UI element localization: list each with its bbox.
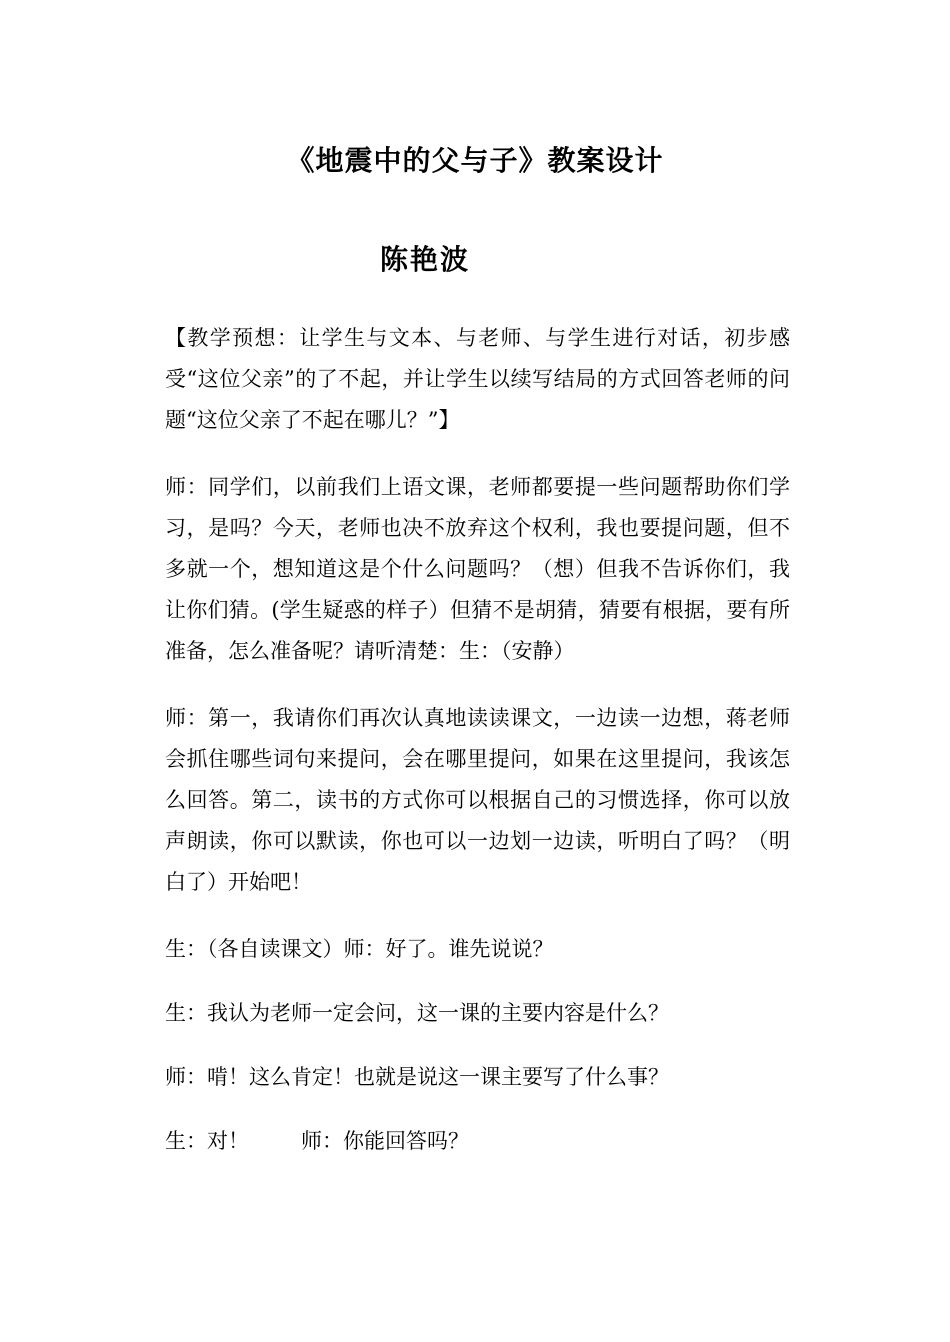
dialogue-student: 生：对！: [165, 1129, 249, 1153]
document-author: 陈艳波: [379, 243, 470, 276]
paragraph-student-answer: 生：我认为老师一定会问，这一课的主要内容是什么？: [165, 1001, 669, 1025]
dialogue-teacher: 师：你能回答吗？: [301, 1129, 469, 1153]
paragraph-teacher-response: 师：啃！这么肯定！也就是说这一课主要写了什么事？: [165, 1065, 669, 1089]
paragraph-teacher-intro: 师：同学们，以前我们上语文课，老师都要提一些问题帮助你们学习，是吗？今天，老师也决不放弃这个权利，我也要提问题，但不多就一个，想知道这是个什么问题吗？（想）但我不告诉你们，我让你们猜。(学生疑惑的样子）但猜不是胡猜，猜要有根据，要有所准备，怎么准备呢？请听清楚：生：（安静）: [165, 475, 790, 663]
document-body: [165, 318, 790, 1185]
paragraph-dialogue-last: [165, 1121, 790, 1162]
document-title: 《地震中的父与子》教案设计: [286, 144, 664, 177]
paragraph-teacher-instructions: 师：第一，我请你们再次认真地读读课文，一边读一边想，蒋老师会抓住哪些词句来提问，会在哪里提问，如果在这里提问，我该怎么回答。第二，读书的方式你可以根据自己的习惯选择，你可以放声朗读，你可以默读，你也可以一边划一边读，听明白了吗？（明白了）开始吧！: [165, 706, 790, 894]
paragraph-teaching-plan: 【教学预想：让学生与文本、与老师、与学生进行对话，初步感受“这位父亲”的了不起，并让学生以续写结局的方式回答老师的问题“这位父亲了不起在哪儿？”】: [165, 326, 790, 432]
paragraph-student-reading: 生：（各自读课文）师：好了。谁先说说？: [165, 937, 554, 961]
